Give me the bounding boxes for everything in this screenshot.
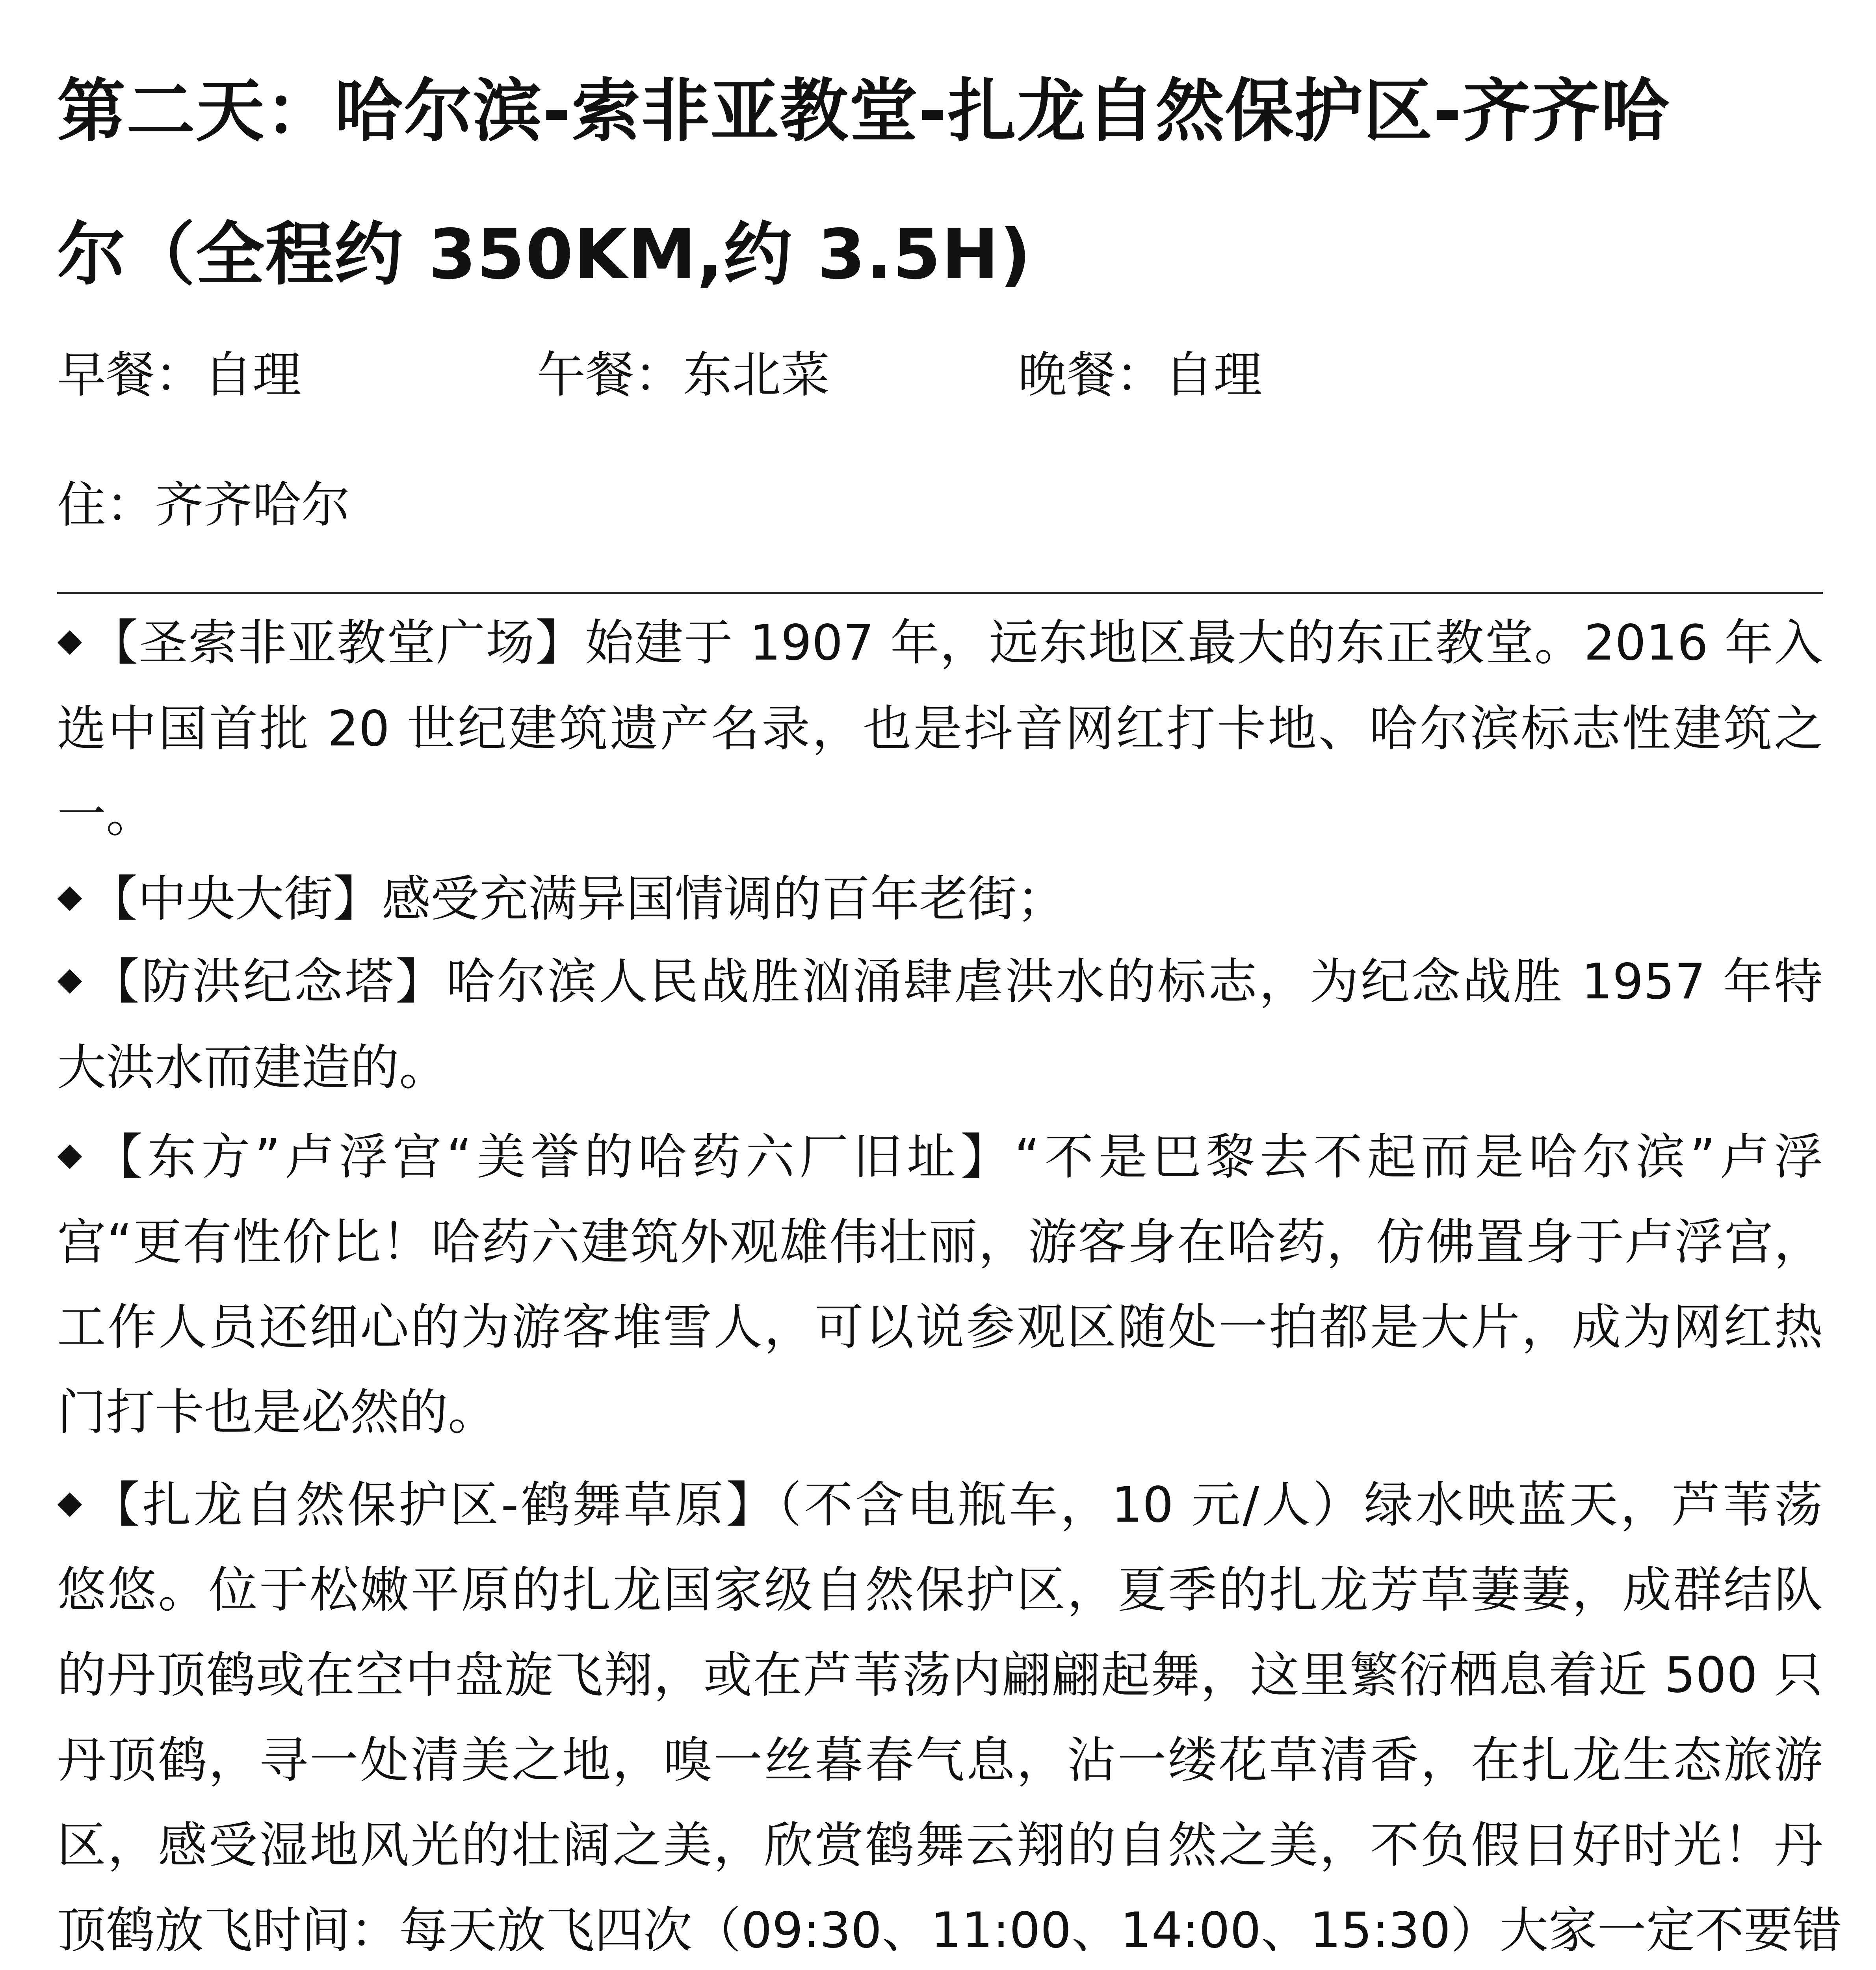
attraction-line: 【扎龙自然保护区-鹤舞草原】（不含电瓶车，10 元/人）绿水映蓝天，芦苇荡 <box>57 1481 1823 1530</box>
day2-dinner: 晚餐：自理 <box>1018 347 1263 403</box>
diamond-bullet-icon <box>58 630 82 655</box>
day2-stay: 住：齐齐哈尔 <box>57 477 351 533</box>
attraction-line: 【中央大街】感受充满异国情调的百年老街； <box>57 875 1066 924</box>
diamond-bullet-icon <box>58 1145 82 1169</box>
attraction-line: 【防洪纪念塔】哈尔滨人民战胜汹涌肆虐洪水的标志，为纪念战胜 1957 年特 <box>57 957 1823 1006</box>
attraction-line: 工作人员还细心的为游客堆雪人，可以说参观区随处一拍都是大片，成为网红热 <box>57 1299 1823 1356</box>
day2-breakfast: 早餐：自理 <box>57 347 302 403</box>
day2-title-line2: 尔（全程约 350KM,约 3.5H) <box>57 215 1032 295</box>
attraction-line: 大洪水而建造的。 <box>57 1039 448 1096</box>
attraction-line: 【圣索非亚教堂广场】始建于 1907 年，远东地区最大的东正教堂。2016 年入 <box>57 619 1823 667</box>
attraction-line: 一。 <box>57 786 155 843</box>
attraction-line: 宫“更有性价比！哈药六建筑外观雄伟壮丽，游客身在哈药，仿佛置身于卢浮宫， <box>57 1214 1823 1271</box>
diamond-bullet-icon <box>58 969 82 994</box>
attraction-line: 的丹顶鹤或在空中盘旋飞翔，或在芦苇荡内翩翩起舞，这里繁衍栖息着近 500 只 <box>57 1647 1823 1704</box>
day2-lunch: 午餐：东北菜 <box>537 347 830 403</box>
attraction-line: 【东方”卢浮宫“美誉的哈药六厂旧址】“不是巴黎去不起而是哈尔滨”卢浮 <box>57 1133 1823 1182</box>
attraction-line: 顶鹤放飞时间：每天放飞四次（09:30、11:00、14:00、15:30）大家一定不要错 <box>57 1902 1842 1959</box>
attraction-line: 悠悠。位于松嫩平原的扎龙国家级自然保护区，夏季的扎龙芳草萋萋，成群结队 <box>57 1562 1823 1619</box>
attraction-line: 门打卡也是必然的。 <box>57 1384 497 1441</box>
attraction-line: 丹顶鹤，寻一处清美之地，嗅一丝暮春气息，沾一缕花草清香，在扎龙生态旅游 <box>57 1732 1823 1789</box>
diamond-bullet-icon <box>58 886 82 911</box>
section-divider <box>57 592 1823 594</box>
diamond-bullet-icon <box>58 1492 82 1517</box>
attraction-line: 区，感受湿地风光的壮阔之美，欣赏鹤舞云翔的自然之美，不负假日好时光！丹 <box>57 1817 1823 1874</box>
day2-title-line1: 第二天：哈尔滨-索非亚教堂-扎龙自然保护区-齐齐哈 <box>57 71 1670 151</box>
attraction-line: 选中国首批 20 世纪建筑遗产名录，也是抖音网红打卡地、哈尔滨标志性建筑之 <box>57 701 1823 757</box>
